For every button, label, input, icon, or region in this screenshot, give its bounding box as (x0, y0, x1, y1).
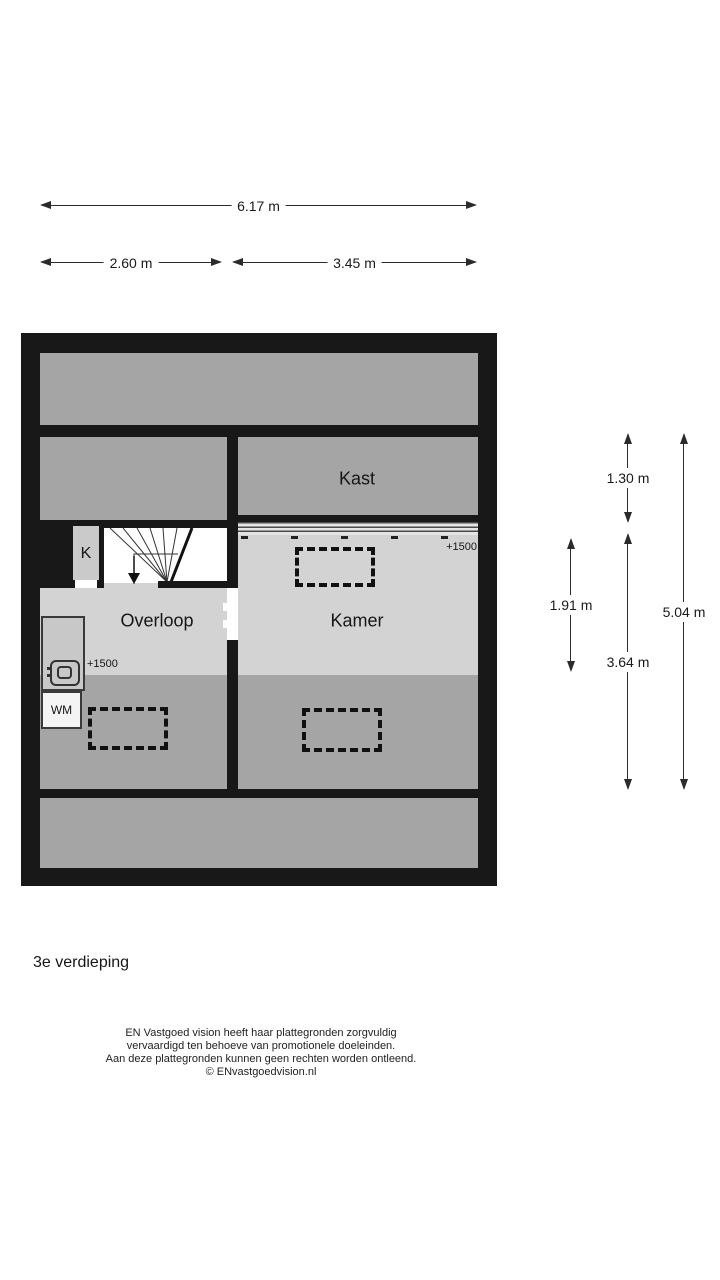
arrow-left-icon (232, 258, 243, 266)
arrow-down-icon (567, 661, 575, 672)
door-jamb-mark (223, 603, 227, 611)
room-label-kamer: Kamer (330, 610, 384, 631)
arrow-left-icon (40, 258, 51, 266)
arrow-right-icon (211, 258, 222, 266)
disclaimer-line: Aan deze plattegronden kunnen geen rechten worden ontleend. (105, 1053, 417, 1065)
attic-top-band (40, 353, 478, 425)
height-marker-overloop: +1500 (87, 658, 118, 670)
closet-k-label: K (80, 545, 92, 562)
disclaimer (0, 1027, 522, 1079)
room-left-upper (40, 437, 227, 520)
ceiling-height-dashline (241, 536, 477, 539)
arrow-up-icon (567, 538, 575, 549)
arrow-left-icon (40, 201, 51, 209)
kast-sliding-doors (238, 522, 478, 535)
disclaimer-line: vervaardigd ten behoeve van promotionele doeleinden. (126, 1040, 396, 1052)
disclaimer-line: © ENvastgoedvision.nl (205, 1066, 317, 1078)
dim-label: 5.04 m (658, 602, 711, 622)
roof-window (302, 708, 382, 752)
dim-label: 3.45 m (327, 255, 382, 271)
roof-window (295, 547, 375, 587)
stair-stringer-wall (158, 581, 238, 588)
arrow-right-icon (466, 258, 477, 266)
disclaimer-line: EN Vastgoed vision heeft haar plattegronden zorgvuldig (125, 1027, 397, 1039)
arrow-down-icon (624, 512, 632, 523)
door-jamb-mark (223, 620, 227, 628)
attic-bottom-band (40, 798, 478, 868)
arrow-up-icon (680, 433, 688, 444)
dim-label: 6.17 m (231, 198, 286, 214)
washing-machine-label: WM (50, 703, 73, 717)
dim-label: 3.64 m (602, 652, 655, 672)
sink-icon (46, 658, 82, 688)
arrow-up-icon (624, 433, 632, 444)
washing-machine (41, 691, 82, 729)
arrow-down-icon (680, 779, 688, 790)
staircase-icon (104, 518, 227, 588)
dim-label: 2.60 m (104, 255, 159, 271)
arrow-up-icon (624, 533, 632, 544)
dim-label: 1.30 m (602, 468, 655, 488)
room-label-kast: Kast (338, 468, 376, 489)
closet-k-door-opening (75, 580, 97, 588)
arrow-right-icon (466, 201, 477, 209)
door-opening (227, 588, 238, 640)
roof-window (88, 707, 168, 750)
room-label-overloop: Overloop (120, 610, 194, 631)
height-marker-kamer: +1500 (446, 541, 477, 553)
floor-title: 3e verdieping (33, 954, 130, 971)
stair-down-arrow-icon (128, 573, 140, 584)
dim-label: 1.91 m (545, 595, 598, 615)
arrow-down-icon (624, 779, 632, 790)
